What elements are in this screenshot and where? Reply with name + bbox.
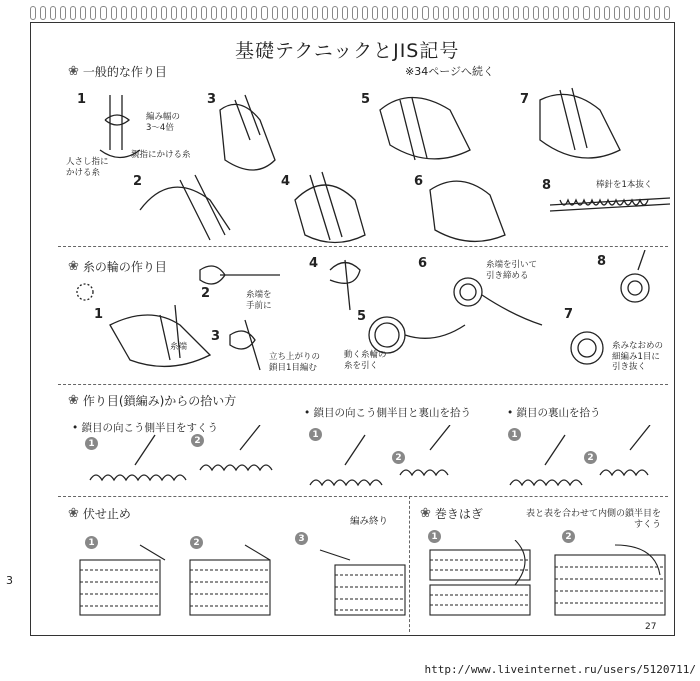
ring-step-1: 1	[94, 307, 104, 322]
paw-icon: ❀	[68, 64, 79, 79]
note-thumb-yarn: 親指にかける糸	[131, 150, 191, 160]
cast-on-step-7: 7	[520, 92, 530, 107]
ring-step-8: 8	[597, 254, 607, 269]
pickup-sub-2: • 鎖目の向こう側半目と裏山を拾う	[304, 407, 472, 419]
cast-on-illustrations	[60, 80, 670, 245]
whip-step-2: 2	[562, 530, 575, 543]
cast-on-heading: ❀ 一般的な作り目	[68, 64, 167, 79]
pickup-a-step-2: 2	[191, 434, 204, 447]
ring-heading: ❀ 糸の輪の作り目	[68, 259, 167, 274]
edge-number: 3	[6, 574, 13, 587]
cast-on-step-6: 6	[414, 174, 424, 189]
source-url[interactable]: http://www.liveinternet.ru/users/5120711/	[424, 663, 696, 676]
bindoff-step-3: 3	[295, 532, 308, 545]
bindoff-step-1: 1	[85, 536, 98, 549]
divider-3	[58, 496, 668, 497]
cast-on-step-2: 2	[133, 174, 143, 189]
paw-icon: ❀	[68, 393, 79, 408]
bindoff-step-2: 2	[190, 536, 203, 549]
note-end: 編み終り	[350, 516, 389, 527]
whip-step-1: 1	[428, 530, 441, 543]
note-pull-ring: 動く糸輪の 糸を引く	[344, 350, 387, 371]
pickup-sub-1: • 鎖目の向こう側半目をすくう	[72, 422, 219, 434]
cast-on-step-3: 3	[207, 92, 217, 107]
note-yarn-front: 糸端を 手前に	[246, 290, 272, 311]
note-yarn-end: 糸端	[170, 342, 188, 352]
whip-illustrations	[420, 540, 670, 625]
page-number: 27	[645, 622, 657, 632]
whip-heading: ❀ 巻きはぎ	[420, 506, 483, 521]
note-width: 編み幅の 3〜4倍	[146, 112, 181, 133]
pickup-c-step-2: 2	[584, 451, 597, 464]
divider-1	[58, 246, 668, 247]
ring-step-6: 6	[418, 256, 428, 271]
bindoff-illustrations	[60, 540, 410, 620]
binding-rings	[30, 6, 670, 20]
pickup-c-step-1: 1	[508, 428, 521, 441]
pickup-b-step-1: 1	[309, 428, 322, 441]
cast-on-step-1: 1	[77, 92, 87, 107]
note-tighten: 糸端を引いて 引き締める	[486, 260, 538, 281]
pickup-sub-3: • 鎖目の裏山を拾う	[507, 407, 601, 419]
divider-2	[58, 384, 668, 385]
ring-step-3: 3	[211, 329, 221, 344]
pickup-illustrations	[60, 425, 670, 495]
ring-step-2: 2	[201, 286, 211, 301]
cast-on-step-8: 8	[542, 178, 552, 193]
paw-icon: ❀	[68, 506, 79, 521]
ring-step-5: 5	[357, 309, 367, 324]
ring-step-7: 7	[564, 307, 574, 322]
paw-icon: ❀	[68, 259, 79, 274]
pickup-heading: ❀ 作り目(鎖編み)からの拾い方	[68, 393, 237, 408]
pickup-a-step-1: 1	[85, 437, 98, 450]
paw-icon: ❀	[420, 506, 431, 521]
pickup-b-step-2: 2	[392, 451, 405, 464]
note-slip-stitch: 糸みなおめの 細編み1目に 引き抜く	[612, 341, 664, 373]
ring-illustrations	[60, 250, 670, 385]
note-turning-chain: 立ち上がりの 鎖目1目編む	[269, 352, 321, 373]
cast-on-step-5: 5	[361, 92, 371, 107]
ring-step-4: 4	[309, 256, 319, 271]
page-title: 基礎テクニックとJIS記号	[235, 40, 460, 62]
cast-on-step-4: 4	[281, 174, 291, 189]
note-pull-needle: 棒針を1本抜く	[596, 180, 653, 190]
note-index-yarn: 人さし指に かける糸	[66, 157, 109, 178]
continued-note: ※34ページへ続く	[405, 65, 494, 78]
note-whip: 表と表を合わせて内側の鎖半目を すくう	[525, 509, 661, 531]
bindoff-heading: ❀ 伏せ止め	[68, 506, 131, 521]
